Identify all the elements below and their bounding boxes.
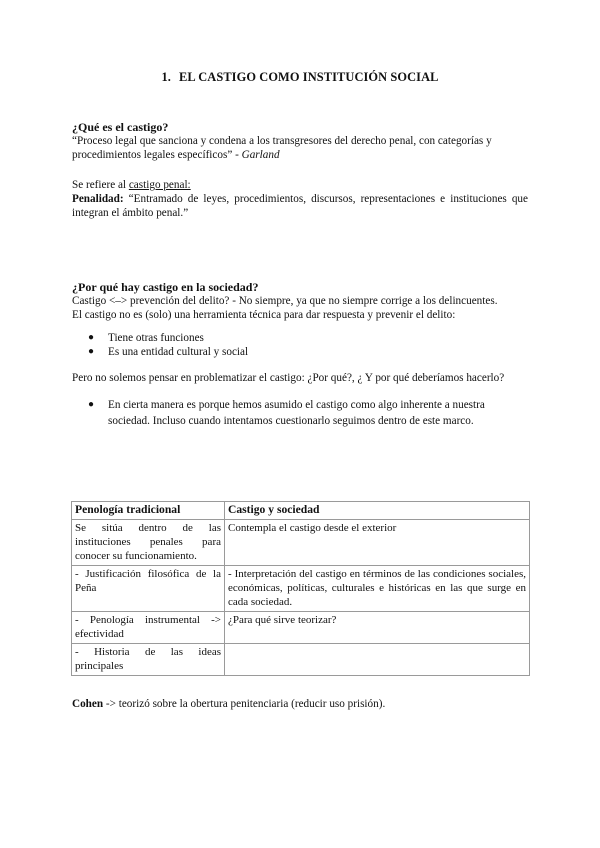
problematize-paragraph: Pero no solemos pensar en problematizar el castigo: ¿Por qué?, ¿ Y por qué deberíamos hacerlo? (72, 372, 505, 384)
inherent-list (72, 397, 528, 429)
section2-question: ¿Por qué hay castigo en la sociedad? (72, 280, 259, 294)
table-header-row (72, 502, 530, 520)
section1-question: ¿Qué es el castigo? (72, 120, 169, 134)
section-why-punishment (72, 280, 528, 429)
list-item: ● Es una entidad cultural y social (88, 346, 249, 358)
penalidad-label: Penalidad: (72, 193, 124, 205)
table-cell: - Interpretación del castigo en términos de las condiciones sociales, económicas, políticas, culturales e históricas en las que surge en cada sociedad. (225, 566, 530, 612)
prevention-line: Castigo <–> prevención del delito? - No siempre, ya que no siempre corrige a los delincuentes. (72, 295, 498, 307)
cohen-label: Cohen (72, 698, 104, 710)
table-cell: ¿Para qué sirve teorizar? (225, 612, 530, 644)
table-row (72, 520, 530, 566)
list-item: ● En cierta manera es porque hemos asumido el castigo como algo inherente a nuestra sociedad. Incluso cuando intentamos cuestionarlo seguimos dentro de este marco. (88, 399, 485, 427)
list-item: ● Tiene otras funciones (88, 332, 204, 344)
tool-line: El castigo no es (solo) una herramienta técnica para dar respuesta y prevenir el delito: (72, 309, 456, 321)
bullet-icon: ● (88, 332, 95, 343)
quote-text: “Proceso legal que sanciona y condena a los transgresores del derecho penal, con categorías y procedimientos legales específicos” - (72, 135, 492, 161)
castigo-penal-link: castigo penal: (128, 179, 191, 191)
refers-prefix: Se refiere al (72, 179, 127, 191)
quote-author: Garland (241, 149, 280, 161)
bullet-icon: ● (88, 346, 95, 357)
header-penologia-tradicional: Penología tradicional (72, 502, 225, 520)
cohen-text: -> teorizó sobre la obertura penitenciaria (reducir uso prisión). (103, 698, 386, 710)
comparison-table (71, 501, 530, 676)
section-penal-punishment (72, 178, 528, 220)
functions-list (72, 331, 528, 359)
table-cell: - Penología instrumental -> efectividad (72, 612, 225, 644)
header-castigo-y-sociedad: Castigo y sociedad (225, 502, 530, 520)
bullet-icon: ● (88, 399, 95, 410)
refers-line (72, 178, 528, 192)
penalidad-paragraph (72, 192, 528, 220)
title-number: 1. (161, 70, 171, 84)
cohen-note (72, 697, 528, 711)
penalidad-text: “Entramado de leyes, procedimientos, discursos, representaciones e instituciones que integran el ámbito penal.” (72, 193, 528, 219)
table-row (72, 612, 530, 644)
table-cell: Se sitúa dentro de las instituciones penales para conocer su funcionamiento. (72, 520, 225, 566)
table-cell (225, 644, 530, 676)
table-cell: Contempla el castigo desde el exterior (225, 520, 530, 566)
section-what-is-punishment (72, 120, 528, 162)
table-row (72, 566, 530, 612)
table-row (72, 644, 530, 676)
title-text: EL CASTIGO COMO INSTITUCIÓN SOCIAL (178, 70, 439, 84)
page-title (0, 70, 600, 85)
table-cell: - Justificación filosófica de la Peña (72, 566, 225, 612)
definition-quote (72, 134, 528, 162)
table-cell: - Historia de las ideas principales (72, 644, 225, 676)
